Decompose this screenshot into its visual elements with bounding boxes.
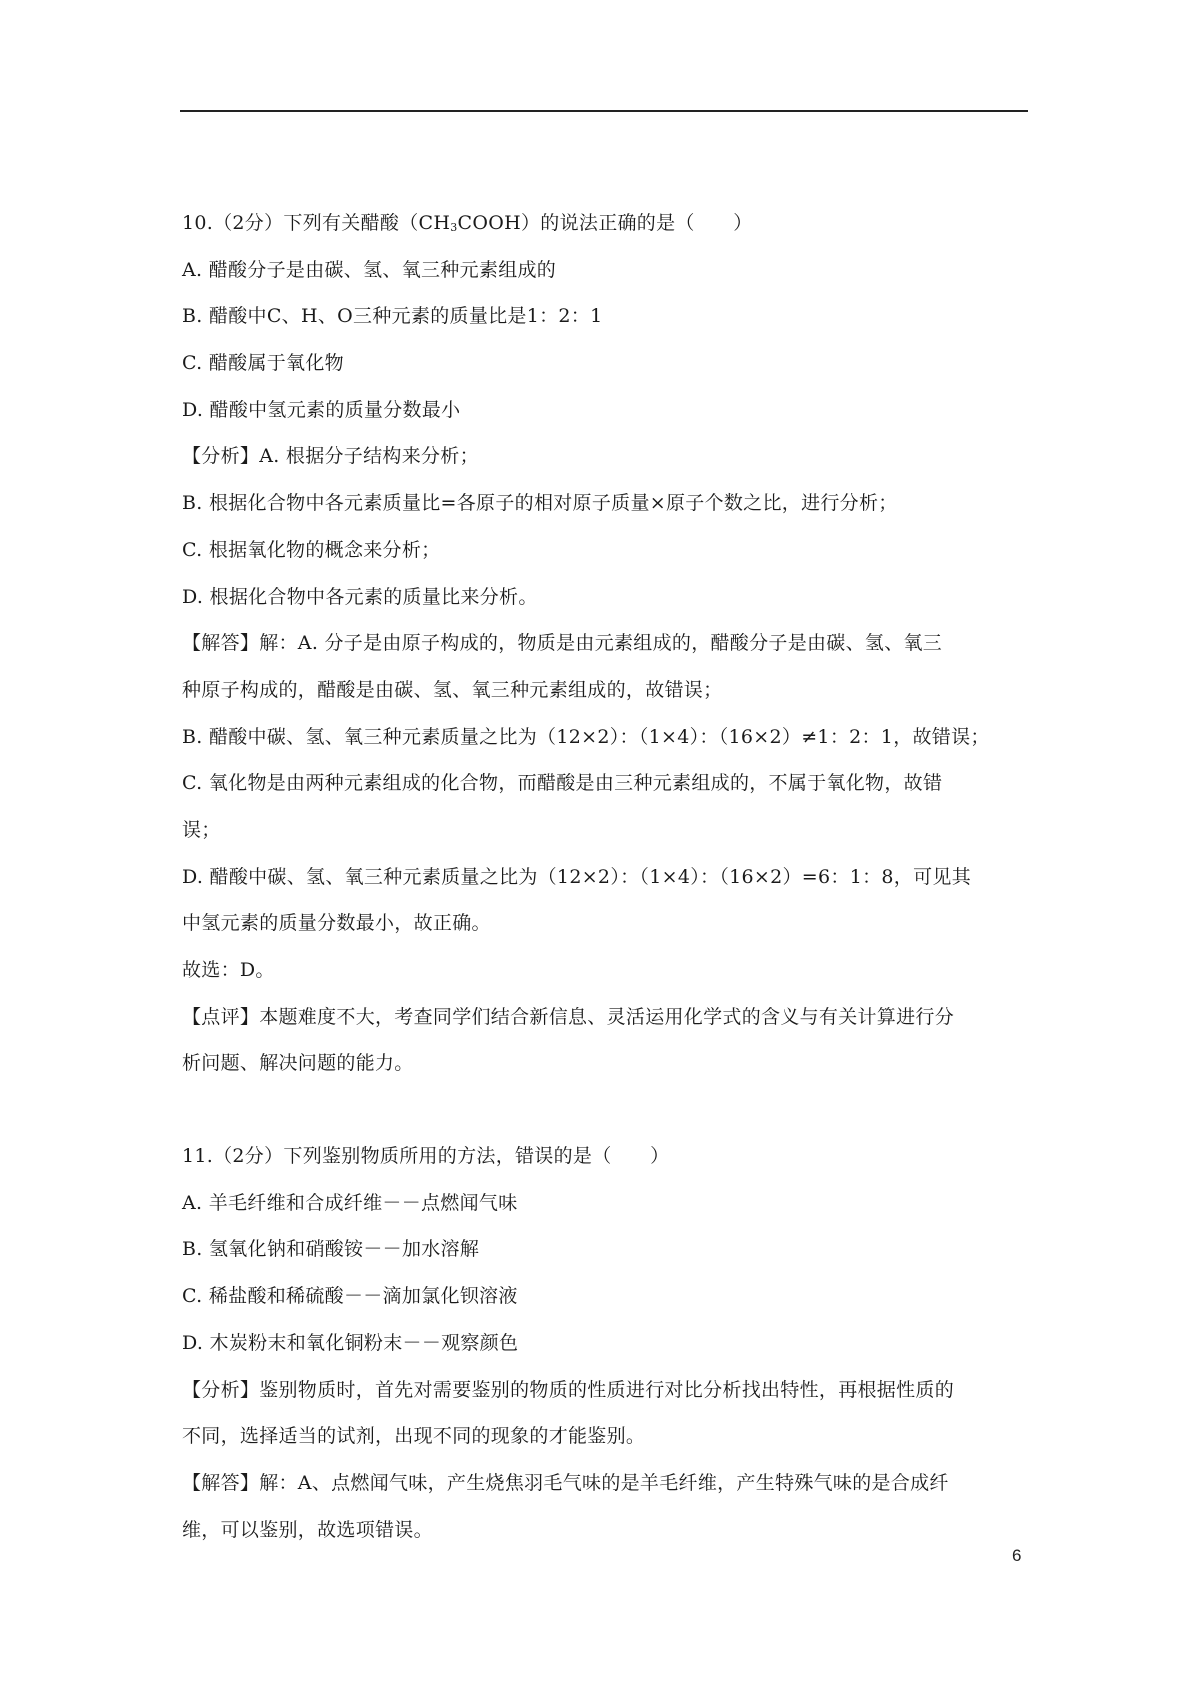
question-10-analysis-line: B. 根据化合物中各元素质量比=各原子的相对原子质量×原子个数之比，进行分析； bbox=[182, 492, 898, 515]
question-11-answer-line: 维，可以鉴别，故选项错误。 bbox=[182, 1518, 433, 1541]
question-10-option-d: D. 醋酸中氢元素的质量分数最小 bbox=[182, 398, 461, 421]
question-10-option-c: C. 醋酸属于氧化物 bbox=[182, 352, 344, 375]
question-10-answer-line: B. 醋酸中碳、氢、氧三种元素质量之比为（12×2）：（1×4）：（16×2）≠1：2：1，故错误； bbox=[182, 725, 990, 748]
question-11-answer-line: 【解答】解：A、点燃闻气味，产生烧焦羽毛气味的是羊毛纤维，产生特殊气味的是合成纤 bbox=[182, 1471, 949, 1494]
question-10-answer-line: C. 氧化物是由两种元素组成的化合物，而醋酸是由三种元素组成的，不属于氧化物，故错 bbox=[182, 772, 943, 795]
question-11-analysis-line: 【分析】鉴别物质时，首先对需要鉴别的物质的性质进行对比分析找出特性，再根据性质的 bbox=[182, 1378, 955, 1401]
question-10-answer-line: 种原子构成的，醋酸是由碳、氢、氧三种元素组成的，故错误； bbox=[182, 678, 723, 701]
question-11-option-c: C. 稀盐酸和稀硫酸－－滴加氯化钡溶液 bbox=[182, 1285, 518, 1308]
question-10-analysis-line: D. 根据化合物中各元素的质量比来分析。 bbox=[182, 585, 538, 608]
question-10-stem: 10.（2分）下列有关醋酸$(CH_3COOH)$的说法正确的是（ ） bbox=[182, 212, 753, 234]
question-11-option-b: B. 氢氧化钠和硝酸铵－－加水溶解 bbox=[182, 1238, 480, 1261]
question-11-option-a: A. 羊毛纤维和合成纤维－－点燃闻气味 bbox=[182, 1191, 518, 1214]
question-11-analysis-line: 不同，选择适当的试剂，出现不同的现象的才能鉴别。 bbox=[182, 1425, 646, 1448]
question-10-answer-line: 故选：D。 bbox=[182, 959, 275, 981]
question-10-comment-line: 析问题、解决问题的能力。 bbox=[182, 1052, 414, 1075]
question-11-stem: 11.（2分）下列鉴别物质所用的方法，错误的是（ ） bbox=[182, 1145, 670, 1168]
header-rule bbox=[180, 110, 1028, 112]
question-10-answer-line: D. 醋酸中碳、氢、氧三种元素质量之比为（12×2）：（1×4）：（16×2）=6：1：8，可见其 bbox=[182, 865, 971, 888]
question-10-answer-line: 误； bbox=[182, 818, 221, 841]
question-11-option-d: D. 木炭粉末和氧化铜粉末－－观察颜色 bbox=[182, 1331, 519, 1354]
page-content bbox=[182, 200, 1028, 1553]
question-10-option-b: B. 醋酸中C、H、O三种元素的质量比是1：2：1 bbox=[182, 305, 603, 328]
question-10-answer-line: 中氢元素的质量分数最小，故正确。 bbox=[182, 912, 491, 935]
question-10-analysis-line: C. 根据氧化物的概念来分析； bbox=[182, 538, 441, 561]
page-number: 6 bbox=[1012, 1546, 1022, 1565]
question-10-option-a: A. 醋酸分子是由碳、氢、氧三种元素组成的 bbox=[182, 258, 557, 281]
question-10-comment-line: 【点评】本题难度不大，考查同学们结合新信息、灵活运用化学式的含义与有关计算进行分 bbox=[182, 1005, 955, 1028]
question-spacer bbox=[182, 1087, 1028, 1133]
question-10-analysis-line: 【分析】A. 根据分子结构来分析； bbox=[182, 445, 479, 468]
question-10-answer-line: 【解答】解：A. 分子是由原子构成的，物质是由元素组成的，醋酸分子是由碳、氢、氧三 bbox=[182, 632, 943, 655]
